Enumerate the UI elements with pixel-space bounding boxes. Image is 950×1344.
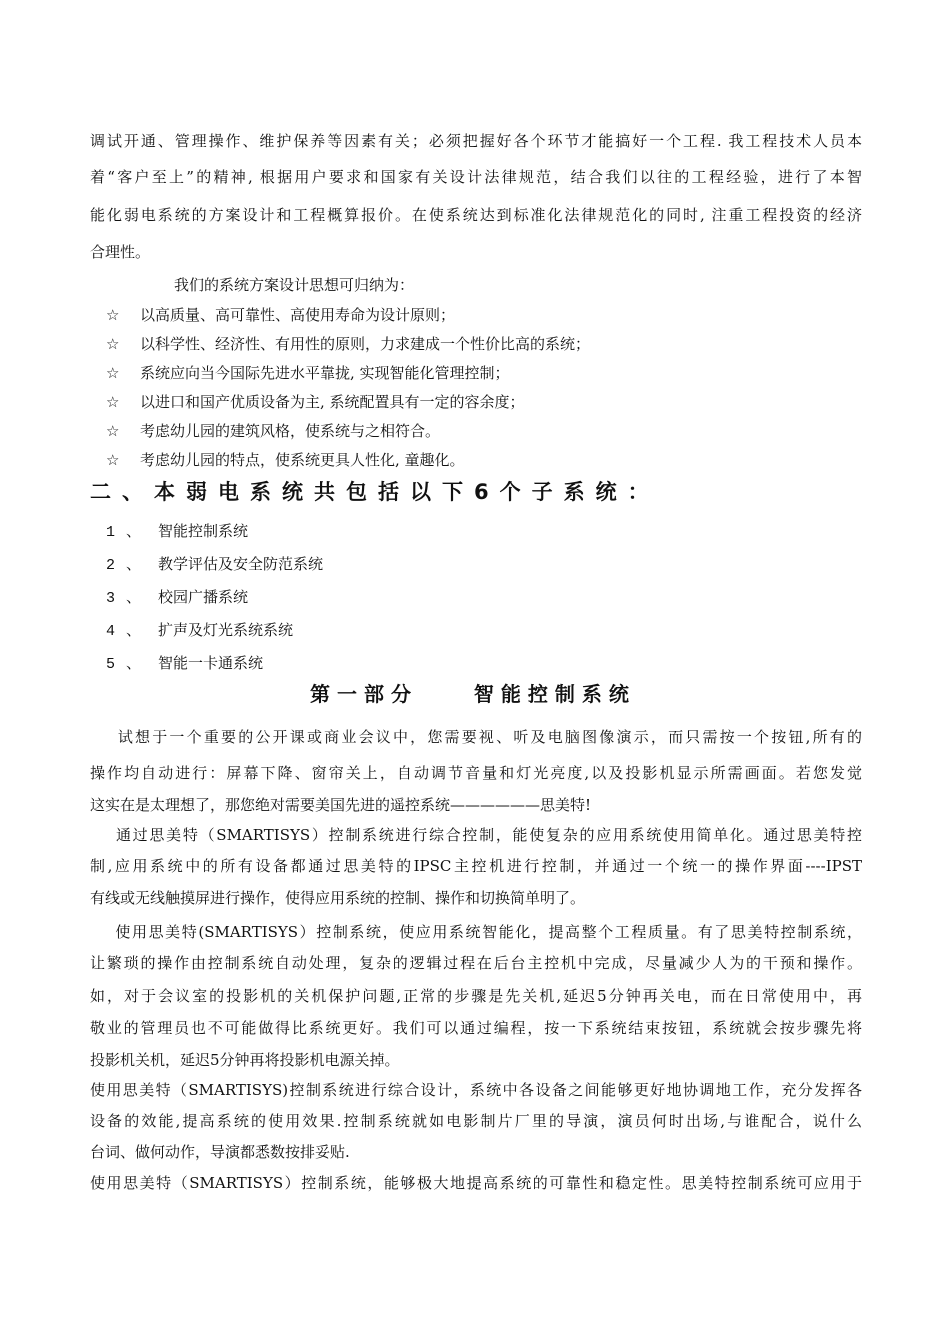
body-line: 使用思美特（SMARTISYS）控制系统，能够极大地提高系统的可靠性和稳定性。思美特控制系统可应用于 [90,1174,862,1192]
body-line: 使用思美特（SMARTISYS)控制系统进行综合设计，系统中各设备之间能够更好地协调地工作，充分发挥各 [90,1081,862,1099]
body-line: 这实在是太理想了，那您绝对需要美国先进的遥控系统——————思美特! [90,796,592,814]
star-icon: ☆ [106,451,120,469]
star-icon: ☆ [106,335,120,353]
star-icon: ☆ [106,393,120,411]
body-line: 制,应用系统中的所有设备都通过思美特的IPSC主控机进行控制，并通过一个统一的操作界面----IPST [90,857,862,875]
principle-text: 以科学性、经济性、有用性的原则，力求建成一个性价比高的系统； [140,335,591,353]
design-intro: 我们的系统方案设计思想可归纳为： [174,276,415,294]
subsystem-item [106,620,293,642]
subsystem-item [106,653,263,675]
intro-line: 能化弱电系统的方案设计和工程概算报价。在使系统达到标准化法律规范化的同时, 注重工程投资的经济 [90,206,862,224]
subsystem-label: 校园广播系统 [158,588,249,606]
principle-text: 以进口和国产优质设备为主, 系统配置具有一定的容余度； [140,393,525,411]
subsystem-number: 4 、 [106,623,143,640]
principle-item [106,421,440,441]
subsystem-label: 智能一卡通系统 [158,654,264,672]
subsystem-number: 3 、 [106,590,143,607]
body-line: 设备的效能,提高系统的使用效果.控制系统就如电影制片厂里的导演，演员何时出场,与谁配合，说什么 [90,1112,862,1130]
body-line: 敬业的管理员也不可能做得比系统更好。我们可以通过编程，按一下系统结束按钮，系统就会按步骤先将 [90,1019,862,1037]
principle-item [106,334,590,354]
subsystem-item [106,554,323,576]
body-line: 试想于一个重要的公开课或商业会议中，您需要视、听及电脑图像演示，而只需按一个按钮,所有的 [90,728,862,746]
principle-text: 考虑幼儿园的特点，使系统更具人性化, 童趣化。 [140,451,465,469]
subsystem-item [106,521,248,543]
body-line: 通过思美特（SMARTISYS）控制系统进行综合控制，能使复杂的应用系统使用简单化。通过思美特控 [90,826,862,844]
subsystem-item [106,587,248,609]
principle-text: 系统应向当今国际先进水平靠拢, 实现智能化管理控制； [140,364,510,382]
body-line: 操作均自动进行：屏幕下降、窗帘关上，自动调节音量和灯光亮度,以及投影机显示所需画面。若您发觉 [90,764,862,782]
principle-text: 以高质量、高可靠性、高使用寿命为设计原则； [140,306,456,324]
body-line: 有线或无线触摸屏进行操作，使得应用系统的控制、操作和切换简单明了。 [90,889,586,907]
body-line: 投影机关机，延迟5分钟再将投影机电源关掉。 [90,1051,400,1069]
principle-item [106,392,525,412]
principle-text: 考虑幼儿园的建筑风格，使系统与之相符合。 [140,422,441,440]
star-icon: ☆ [106,422,120,440]
principle-item [106,305,455,325]
principle-item [106,450,465,470]
body-line: 如，对于会议室的投影机的关机保护问题,正常的步骤是先关机,延迟5分钟再关电，而在日常使用中，再 [90,987,862,1005]
subsystem-number: 5 、 [106,656,143,673]
section-heading: 二、本弱电系统共包括以下6个子系统： [90,480,660,504]
subsystem-number: 2 、 [106,557,143,574]
subsystem-label: 扩声及灯光系统系统 [158,621,294,639]
intro-line: 着“客户至上”的精神, 根据用户要求和国家有关设计法律规范，结合我们以往的工程经验，进行了本智 [90,168,862,186]
principle-item [106,363,510,383]
star-icon: ☆ [106,364,120,382]
body-line: 台词、做何动作，导演都悉数按排妥贴. [90,1143,350,1161]
subsystem-number: 1 、 [106,524,143,541]
body-line: 让繁琐的操作由控制系统自动处理，复杂的逻辑过程在后台主控机中完成，尽量减少人为的干预和操作。 [90,954,862,972]
intro-line: 调试开通、管理操作、维护保养等因素有关；必须把握好各个环节才能搞好一个工程. 我工程技术人员本 [90,132,862,150]
subsystem-label: 智能控制系统 [158,522,249,540]
part-title: 第一部分 智能控制系统 [310,682,636,706]
body-line: 使用思美特(SMARTISYS）控制系统，使应用系统智能化，提高整个工程质量。有了思美特控制系统， [90,923,862,941]
subsystem-label: 教学评估及安全防范系统 [158,555,324,573]
star-icon: ☆ [106,306,120,324]
intro-line: 合理性。 [90,243,151,261]
